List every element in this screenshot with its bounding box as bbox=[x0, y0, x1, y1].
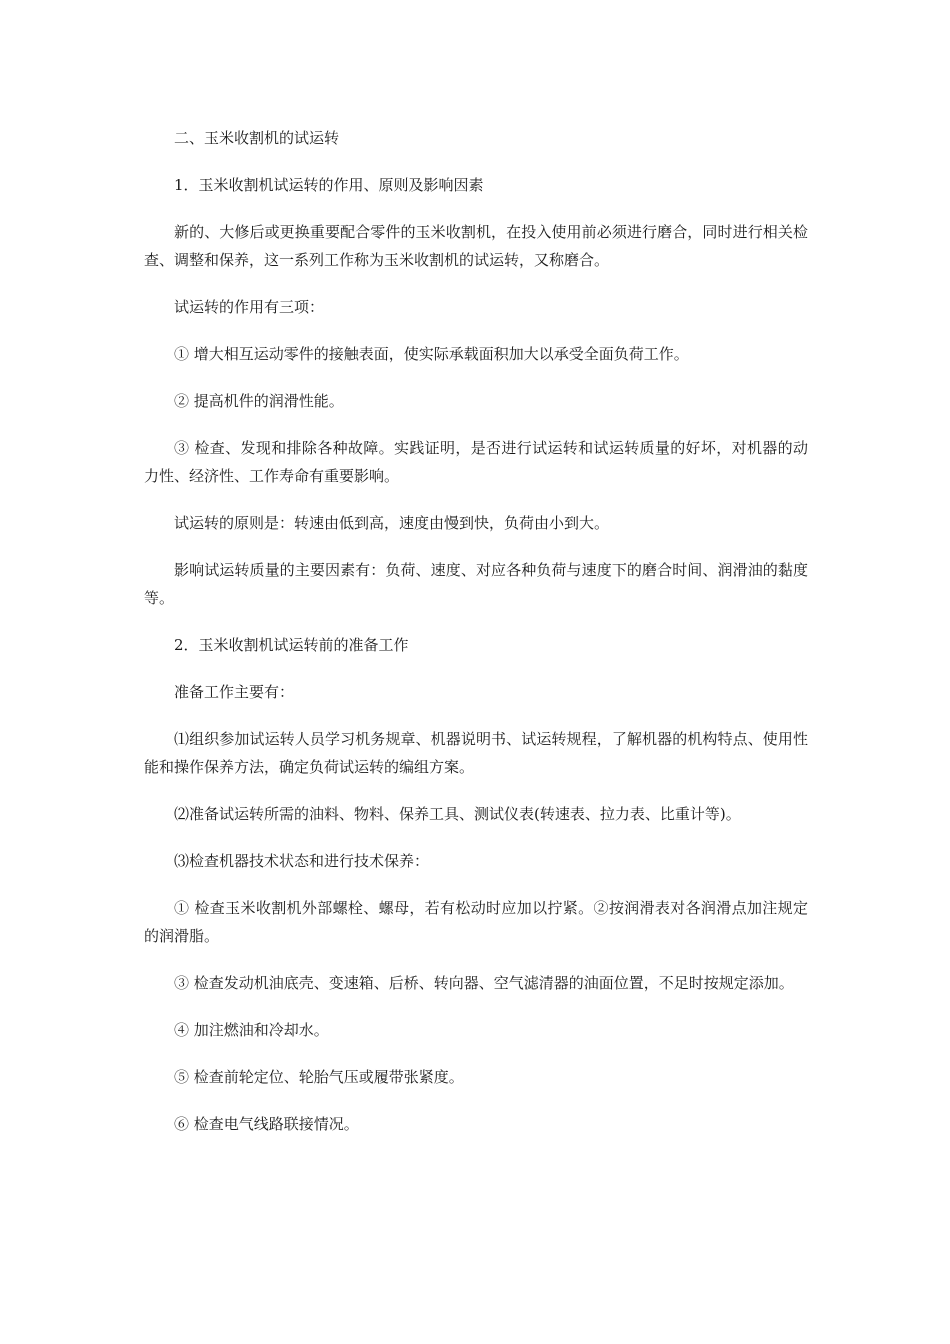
list-item: ⑵准备试运转所需的油料、物料、保养工具、测试仪表(转速表、拉力表、比重计等)。 bbox=[174, 805, 741, 823]
body-paragraph: 试运转的作用有三项： bbox=[174, 298, 325, 316]
list-item: ① 检查玉米收割机外部螺栓、螺母，若有松动时应加以拧紧。②按润滑表对各润滑点加注规定的润滑脂。 bbox=[144, 899, 808, 945]
list-item: ④ 加注燃油和冷却水。 bbox=[174, 1021, 329, 1039]
section-heading: 二、玉米收割机的试运转 bbox=[174, 129, 340, 147]
list-item: ① 增大相互运动零件的接触表面，使实际承载面积加大以承受全面负荷工作。 bbox=[174, 345, 689, 363]
list-item: ⑶检查机器技术状态和进行技术保养： bbox=[174, 852, 430, 870]
body-paragraph: 影响试运转质量的主要因素有：负荷、速度、对应各种负荷与速度下的磨合时间、润滑油的黏度等。 bbox=[144, 561, 808, 607]
list-item: ⑤ 检查前轮定位、轮胎气压或履带张紧度。 bbox=[174, 1068, 464, 1086]
list-item: ③ 检查发动机油底壳、变速箱、后桥、转向器、空气滤清器的油面位置，不足时按规定添加。 bbox=[174, 974, 794, 992]
body-paragraph: 新的、大修后或更换重要配合零件的玉米收割机，在投入使用前必须进行磨合，同时进行相关检查、调整和保养，这一系列工作称为玉米收割机的试运转，又称磨合。 bbox=[144, 223, 808, 269]
document-page bbox=[144, 124, 808, 1157]
subsection-heading-1: 1．玉米收割机试运转的作用、原则及影响因素 bbox=[174, 176, 484, 194]
subsection-heading-2: 2．玉米收割机试运转前的准备工作 bbox=[174, 636, 409, 654]
body-paragraph: 准备工作主要有： bbox=[174, 683, 295, 701]
body-paragraph: 试运转的原则是：转速由低到高，速度由慢到快，负荷由小到大。 bbox=[174, 514, 610, 532]
list-item: ⑥ 检查电气线路联接情况。 bbox=[174, 1115, 359, 1133]
list-item: ② 提高机件的润滑性能。 bbox=[174, 392, 344, 410]
list-item: ③ 检查、发现和排除各种故障。实践证明，是否进行试运转和试运转质量的好坏，对机器的动力性、经济性、工作寿命有重要影响。 bbox=[144, 439, 808, 485]
list-item: ⑴组织参加试运转人员学习机务规章、机器说明书、试运转规程，了解机器的机构特点、使用性能和操作保养方法，确定负荷试运转的编组方案。 bbox=[144, 730, 808, 776]
